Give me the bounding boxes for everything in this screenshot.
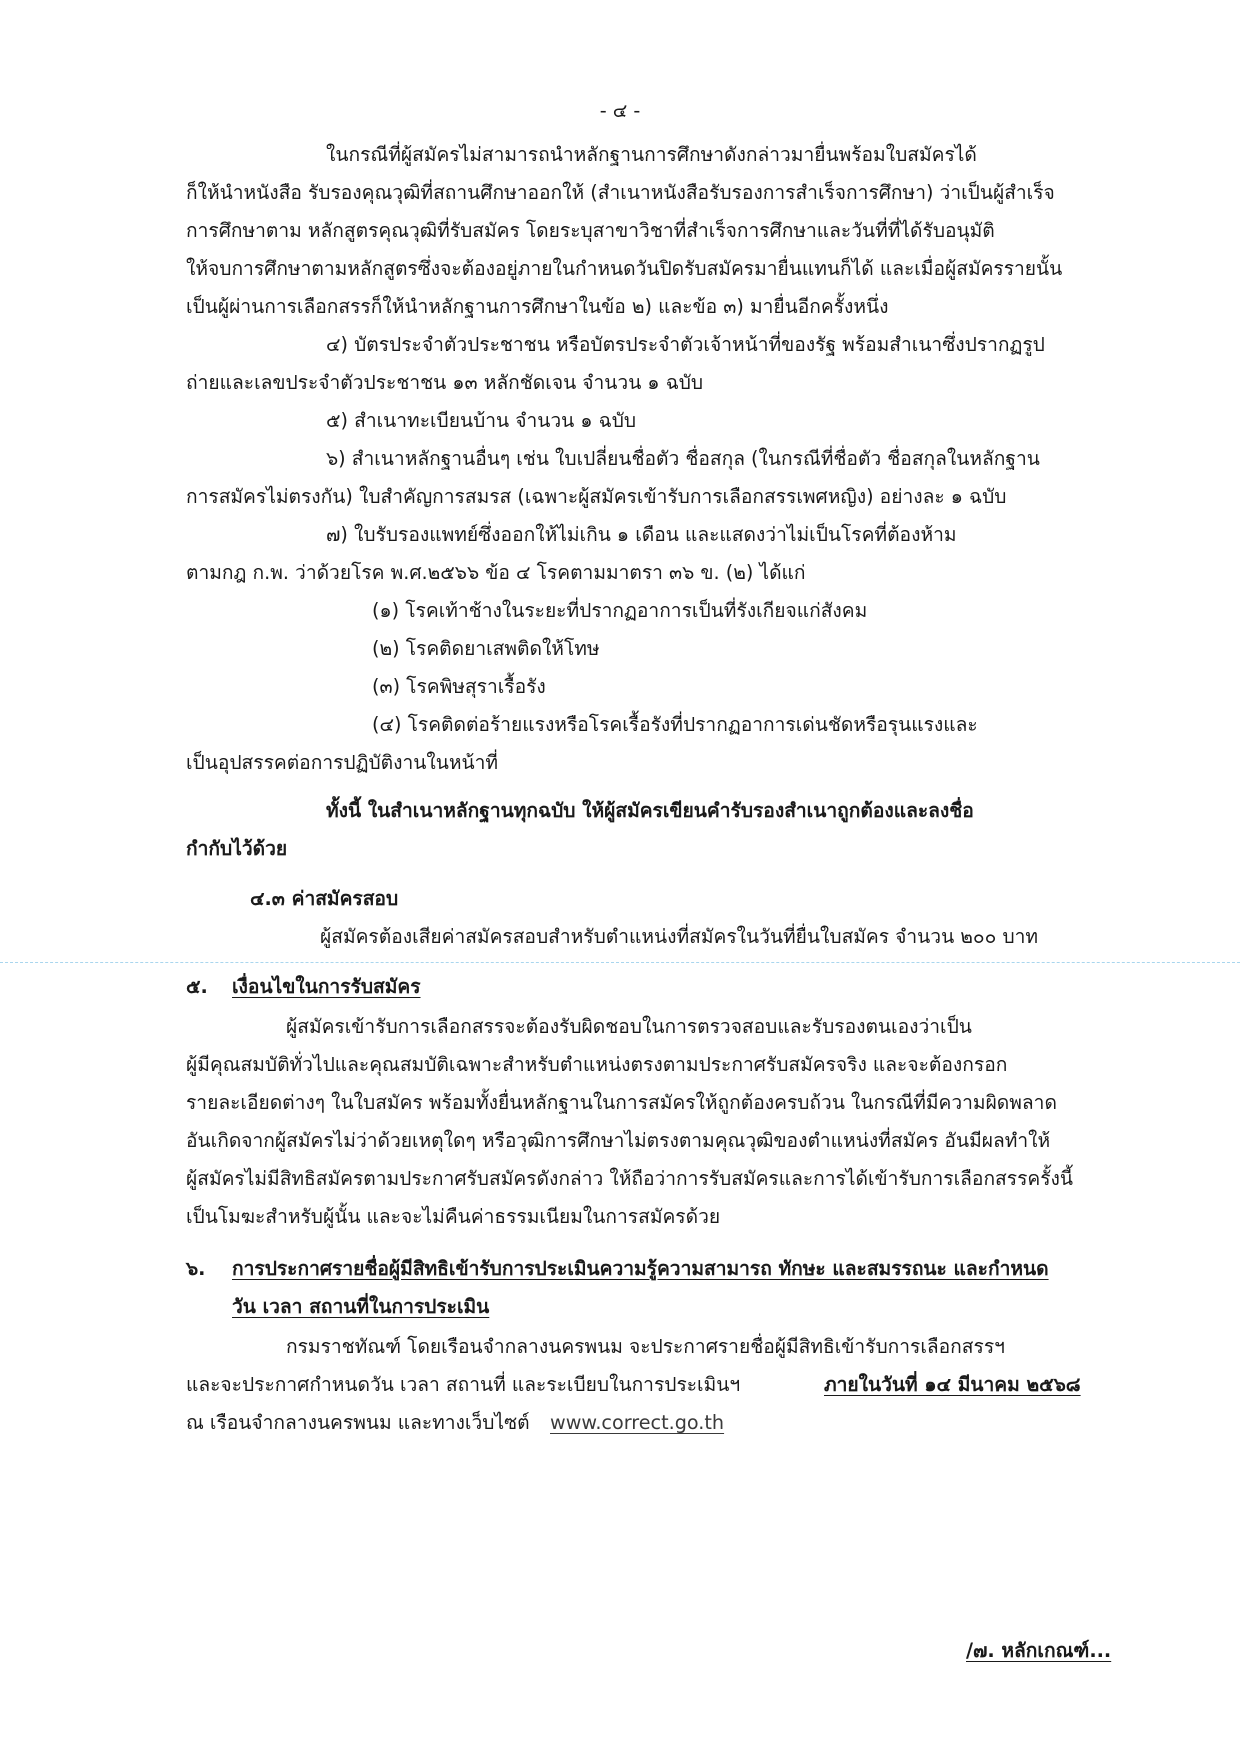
sub-list-item: (๔) โรคติดต่อร้ายแรงหรือโรคเรื้อรังที่ปรากฏอาการเด่นชัดหรือรุนแรงและ (372, 713, 978, 736)
section-heading: การประกาศรายชื่อผู้มีสิทธิเข้ารับการประเมินความรู้ความสามารถ ทักษะ และสมรรถนะ และกำหนด (232, 1257, 1049, 1280)
sub-list-item: (๑) โรคเท้าช้างในระยะที่ปรากฏอาการเป็นที่รังเกียจแก่สังคม (372, 599, 868, 622)
text-line: ให้จบการศึกษาตามหลักสูตรซึ่งจะต้องอยู่ภายในกำหนดวันปิดรับสมัครมายื่นแทนก็ได้ และเมื่อผู้สมัครรายนั้น (186, 257, 1063, 280)
sub-list-item: (๒) โรคติดยาเสพติดให้โทษ (372, 637, 600, 660)
text-line: กำกับไว้ด้วย (186, 837, 288, 860)
list-item: ๕) สำเนาทะเบียนบ้าน จำนวน ๑ ฉบับ (326, 409, 637, 432)
text-line: เป็นผู้ผ่านการเลือกสรรก็ให้นำหลักฐานการศึกษาในข้อ ๒) และข้อ ๓) มายื่นอีกครั้งหนึ่ง (186, 295, 889, 318)
text-line: ก็ให้นำหนังสือ รับรองคุณวุฒิที่สถานศึกษาออกให้ (สำเนาหนังสือรับรองการสำเร็จการศึกษา) ว่าเป็นผู้สำเร็จ (186, 181, 1055, 204)
text-line: กรมราชทัณฑ์ โดยเรือนจำกลางนครพนม จะประกาศรายชื่อผู้มีสิทธิเข้ารับการเลือกสรรฯ (286, 1335, 1005, 1358)
text-line: เป็นอุปสรรคต่อการปฏิบัติงานในหน้าที่ (186, 751, 499, 774)
certification-note: ทั้งนี้ ในสำเนาหลักฐานทุกฉบับ ให้ผู้สมัครเขียนคำรับรองสำเนาถูกต้องและลงชื่อ (326, 799, 974, 822)
section-number: ๖. (186, 1257, 206, 1280)
text-line: ในกรณีที่ผู้สมัครไม่สามารถนำหลักฐานการศึกษาดังกล่าวมายื่นพร้อมใบสมัครได้ (326, 143, 977, 166)
text-line: ถ่ายและเลขประจำตัวประชาชน ๑๓ หลักชัดเจน จำนวน ๑ ฉบับ (186, 371, 704, 394)
text-line: ผู้สมัครต้องเสียค่าสมัครสอบสำหรับตำแหน่งที่สมัครในวันที่ยื่นใบสมัคร จำนวน ๒๐๐ บาท (320, 925, 1039, 948)
text-line: ณ เรือนจำกลางนครพนม และทางเว็บไซต์ (186, 1411, 530, 1434)
section-heading: เงื่อนไขในการรับสมัคร (232, 975, 421, 998)
text-line: เป็นโมฆะสำหรับผู้นั้น และจะไม่คืนค่าธรรมเนียมในการสมัครด้วย (186, 1205, 721, 1228)
text-line: และจะประกาศกำหนดวัน เวลา สถานที่ และระเบียบในการประเมินฯ (186, 1373, 741, 1396)
text-line: การศึกษาตาม หลักสูตรคุณวุฒิที่รับสมัคร โดยระบุสาขาวิชาที่สำเร็จการศึกษาและวันที่ที่ได้รับอนุมัติ (186, 219, 995, 242)
section-number: ๕. (186, 975, 208, 998)
section-heading: ๔.๓ ค่าสมัครสอบ (250, 887, 399, 910)
website-link[interactable]: www.correct.go.th (550, 1411, 725, 1434)
list-item: ๔) บัตรประจำตัวประชาชน หรือบัตรประจำตัวเจ้าหน้าที่ของรัฐ พร้อมสำเนาซึ่งปรากฏรูป (326, 333, 1045, 356)
continuation-marker: /๗. หลักเกณฑ์... (966, 1639, 1112, 1662)
text-line: การสมัครไม่ตรงกัน) ใบสำคัญการสมรส (เฉพาะผู้สมัครเข้ารับการเลือกสรรเพศหญิง) อย่างละ ๑ ฉบับ (186, 485, 1007, 508)
text-line: ตามกฎ ก.พ. ว่าด้วยโรค พ.ศ.๒๕๖๖ ข้อ ๔ โรคตามมาตรา ๓๖ ข. (๒) ได้แก่ (186, 561, 806, 584)
text-line: อันเกิดจากผู้สมัครไม่ว่าด้วยเหตุใดๆ หรือวุฒิการศึกษาไม่ตรงตามคุณวุฒิของตำแหน่งที่สมัคร อันมีผลทำให้ (186, 1129, 1051, 1152)
divider (0, 962, 1240, 963)
page-number: - ๔ - (599, 99, 641, 122)
list-item: ๗) ใบรับรองแพทย์ซึ่งออกให้ไม่เกิน ๑ เดือน และแสดงว่าไม่เป็นโรคที่ต้องห้าม (326, 523, 957, 546)
text-line: ผู้สมัครเข้ารับการเลือกสรรจะต้องรับผิดชอบในการตรวจสอบและรับรองตนเองว่าเป็น (286, 1015, 972, 1038)
text-line: รายละเอียดต่างๆ ในใบสมัคร พร้อมทั้งยื่นหลักฐานในการสมัครให้ถูกต้องครบถ้วน ในกรณีที่มีความผิดพลาด (186, 1091, 1057, 1114)
sub-list-item: (๓) โรคพิษสุราเรื้อรัง (372, 675, 546, 698)
list-item: ๖) สำเนาหลักฐานอื่นๆ เช่น ใบเปลี่ยนชื่อตัว ชื่อสกุล (ในกรณีที่ชื่อตัว ชื่อสกุลในหลักฐาน (326, 447, 1040, 470)
text-line: ผู้สมัครไม่มีสิทธิสมัครตามประกาศรับสมัครดังกล่าว ให้ถือว่าการรับสมัครและการได้เข้ารับการเลือกสรรครั้งนี้ (186, 1167, 1074, 1190)
announcement-date: ภายในวันที่ ๑๔ มีนาคม ๒๕๖๘ (824, 1373, 1081, 1396)
section-heading: วัน เวลา สถานที่ในการประเมิน (232, 1295, 490, 1318)
text-line: ผู้มีคุณสมบัติทั่วไปและคุณสมบัติเฉพาะสำหรับตำแหน่งตรงตามประกาศรับสมัครจริง และจะต้องกรอก (186, 1053, 1008, 1076)
